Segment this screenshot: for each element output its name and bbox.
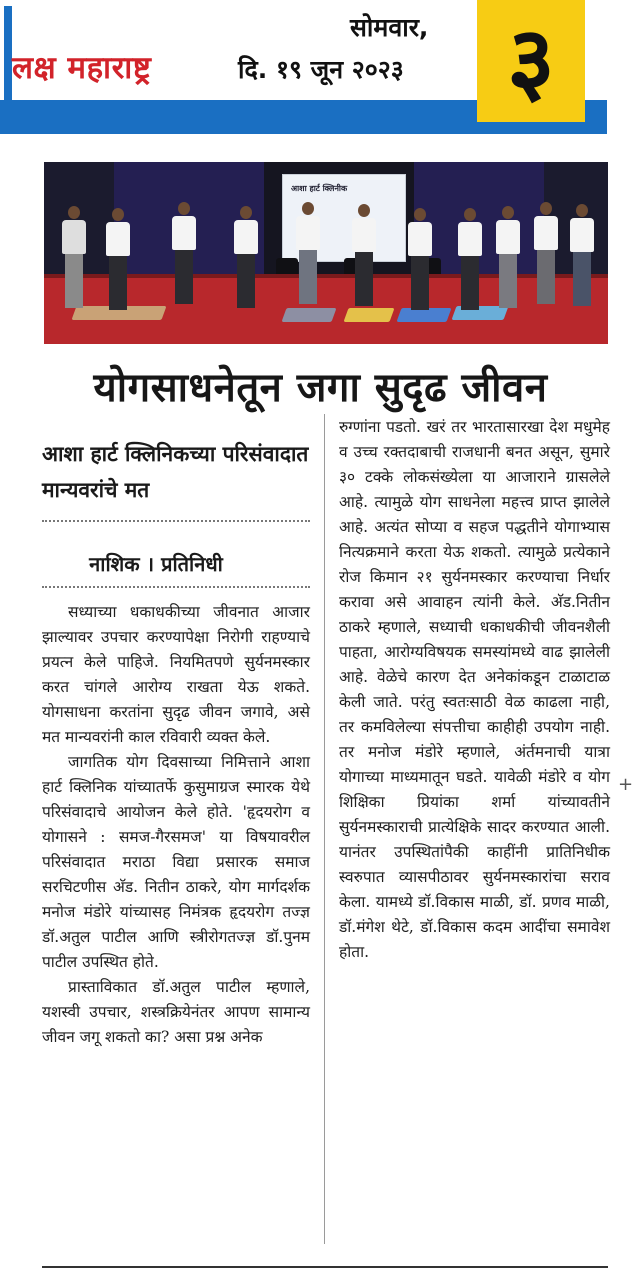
masthead xyxy=(0,0,641,140)
column-separator xyxy=(324,414,325,1244)
article-body-right-column xyxy=(339,415,610,965)
stage-banner-text: आशा हार्ट क्लिनीक xyxy=(291,184,348,193)
yoga-mat xyxy=(396,308,451,322)
article-paragraph: रुग्णांना पडतो. खरं तर भारतासारखा देश मधुमेह व उच्च रक्तदाबाची राजधानी बनत असून, सुमारे ३० टक्के लोकसंख्येला या आजाराने ग्रासलेले आहे. त्यामुळे योग साधनेला महत्त्व प्राप्त झालेले आहे. अत्यंत सोप्या व सहज पद्धतीने योगाभ्यास नित्यक्रमाने करता येऊ शकतो. त्यामुळे प्रत्येकाने रोज किमान २१ सुर्यनमस्कार करण्याचा निर्धार करावा असे आवाहन त्यांनी केले. अ‍ॅड.नितीन ठाकरे म्हणाले, सध्याची धकाधकीची जीवनशैली पाहता, आरोग्यविषयक समस्यांमध्ये वाढ झालेली आहे. वेळेचे कारण देत अनेकांकडून टाळाटाळ केली जाते. परंतु स्वतःसाठी वेळ काढला नाही, तर कमविलेल्या संपत्तीचा काहीही उपयोग नाही. तर मनोज मंडोरे म्हणाले, अंर्तमनाची यात्रा योगाच्या माध्यमातून घडते. यावेळी मंडोरे व योग शिक्षिका प्रियांका शर्मा यांच्यावतीने सुर्यनमस्काराची प्रात्येक्षिके सादर करण्यात आली. यानंतर उपस्थितांपैकी काहींनी प्रातिनिधीक स्वरुपात व्यासपीठावर सुर्यनमस्कारांचा सराव केला. यामध्ये डॉ.विकास माळी, डॉ. प्रणव माळी, डॉ.मंगेश थेटे, डॉ.विकास कदम आदींचा समावेश होता. xyxy=(339,418,610,961)
article-byline: नाशिक । प्रतिनिधी xyxy=(89,552,223,576)
issue-day: सोमवार, xyxy=(350,13,429,42)
participant xyxy=(352,204,376,306)
article-paragraph: सध्याच्या धकाधकीच्या जीवनात आजार झाल्यावर उपचार करण्यापेक्षा निरोगी राहण्याचे प्रयत्न केले पाहिजे. नियमितपणे सुर्यनमस्कार करत चांगले आरोग्य राखता येऊ शकते. योगसाधना करतांना सुदृढ जीवन जगावे, असे मत मान्यवरांनी काल रविवारी व्यक्त केले. xyxy=(42,603,310,746)
page-number: ३ xyxy=(507,7,555,114)
participant xyxy=(534,202,558,304)
article-paragraph: जागतिक योग दिवसाच्या निमित्ताने आशा हार्ट क्लिनिक यांच्यातर्फे कुसुमाग्रज स्मारक येथे परिसंवादाचे आयोजन केले होते. 'हृदयरोग व योगासने : समज-गैरसमज' या विषयावरील परिसंवादात मराठा विद्या प्रसारक समाज सरचिटणीस अ‍ॅड. नितीन ठाकरे, योग मार्गदर्शक मनोज मंडोरे यांच्यासह निमंत्रक हृदयरोग तज्ज्ञ डॉ.अतुल पाटील आणि स्त्रीरोगतज्ज्ञ डॉ.पुनम पाटील उपस्थित होते. xyxy=(42,753,310,971)
participant xyxy=(172,202,196,304)
dotted-divider xyxy=(42,586,310,588)
participant xyxy=(458,208,482,310)
participant xyxy=(570,204,594,306)
yoga-mat xyxy=(281,308,336,322)
participant xyxy=(62,206,86,308)
participant xyxy=(408,208,432,310)
registration-mark: + xyxy=(618,774,634,795)
issue-date: दि. १९ जून २०२३ xyxy=(238,55,404,84)
yoga-mat xyxy=(343,308,394,322)
article-paragraph: प्रास्ताविकात डॉ.अतुल पाटील म्हणाले, यशस्वी उपचार, शस्त्रक्रियेनंतर आपण सामान्य जीवन जगू शकतो का? असा प्रश्न अनेक xyxy=(42,978,310,1046)
page-footer-rule xyxy=(42,1266,608,1268)
page-number-box xyxy=(477,0,585,122)
dotted-divider xyxy=(42,520,310,522)
brand-accent-bar xyxy=(4,6,12,102)
participant xyxy=(106,208,130,310)
article-headline: योगसाधनेतून जगा सुदृढ जीवन xyxy=(93,365,548,411)
article-body-left-column xyxy=(42,600,310,1050)
participant xyxy=(496,206,520,308)
event-photo xyxy=(44,162,608,344)
article-subheadline: आशा हार्ट क्लिनिकच्या परिसंवादात मान्यवरांचे मत xyxy=(42,442,309,502)
participant xyxy=(234,206,258,308)
newspaper-name: लक्ष महाराष्ट्र xyxy=(12,50,152,86)
participant xyxy=(296,202,320,304)
